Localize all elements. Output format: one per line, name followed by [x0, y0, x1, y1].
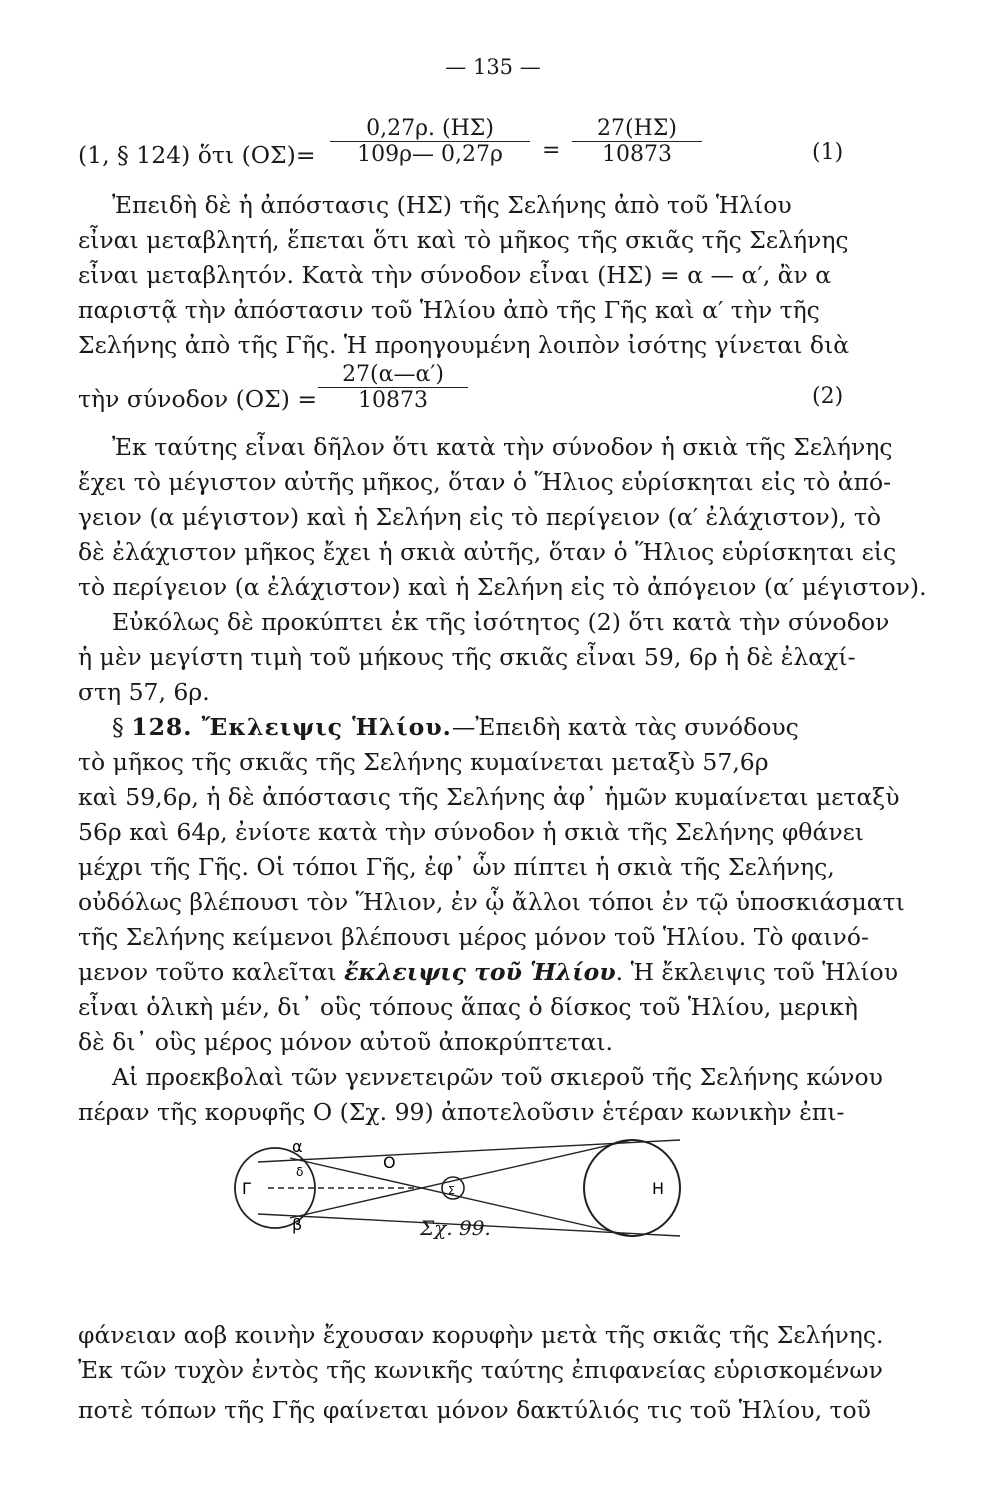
text-line: ἔχει τὸ μέγιστον αὐτῆς μῆκος, ὅταν ὁ Ἥλιος εὑρίσκηται εἰς τὸ ἀπό- — [78, 468, 892, 496]
label-alpha: α — [292, 1137, 303, 1156]
text-line: τὸ περίγειον (α ἐλάχιστον) καὶ ἡ Σελήνη εἰς τὸ ἀπόγειον (α′ μέγιστον). — [78, 573, 927, 601]
text-line: Ἐκ ταύτης εἶναι δῆλον ὅτι κατὰ τὴν σύνοδον ἡ σκιὰ τῆς Σελήνης — [112, 433, 893, 461]
eclipse-term: ἔκλειψις τοῦ Ἡλίου — [344, 958, 616, 986]
text-line: Εὐκόλως δὲ προκύπτει ἐκ τῆς ἰσότητος (2) ὅτι κατὰ τὴν σύνοδον — [112, 608, 890, 636]
label-h: Η — [652, 1179, 665, 1198]
equation-2-denominator: 10873 — [358, 388, 428, 413]
text-line: πέραν τῆς κορυφῆς Ο (Σχ. 99) ἀποτελοῦσιν ἑτέραν κωνικὴν ἐπι- — [78, 1098, 845, 1126]
label-o: Ο — [383, 1153, 396, 1172]
text-line: δὲ δι᾽ οὓς μέρος μόνον αὐτοῦ ἀποκρύπτεται. — [78, 1028, 614, 1056]
section-title: Ἔκλειψις Ἡλίου. — [192, 713, 452, 741]
text-line: 56ρ καὶ 64ρ, ἐνίοτε κατὰ τὴν σύνοδον ἡ σκιὰ τῆς Σελήνης φθάνει — [78, 818, 864, 846]
label-delta: δ — [296, 1165, 304, 1179]
equation-1-label: (1) — [812, 140, 844, 165]
section-marker: § — [112, 713, 132, 741]
label-gamma: Γ — [242, 1179, 251, 1198]
text-line: οὐδόλως βλέπουσι τὸν Ἥλιον, ἐν ᾧ ἄλλοι τόποι ἐν τῷ ὑποσκιάσματι — [78, 888, 905, 916]
text-line: εἶναι μεταβλητόν. Κατὰ τὴν σύνοδον εἶναι (ΗΣ) = α — α′, ἂν α — [78, 261, 832, 289]
equation-2-prefix: τὴν σύνοδον (ΟΣ) = — [78, 385, 318, 413]
text-line: τῆς Σελήνης κείμενοι βλέπουσι μέρος μόνον τοῦ Ἡλίου. Τὸ φαινό- — [78, 923, 869, 951]
text-line: δὲ ἐλάχιστον μῆκος ἔχει ἡ σκιὰ αὐτῆς, ὅταν ὁ Ἥλιος εὑρίσκηται εἰς — [78, 538, 897, 566]
section-intro: —Ἐπειδὴ κατὰ τὰς συνόδους — [451, 713, 799, 741]
text-line: τὸ μῆκος τῆς σκιᾶς τῆς Σελήνης κυμαίνεται μεταξὺ 57,6ρ — [78, 748, 769, 776]
text-line: παριστᾷ τὴν ἀπόστασιν τοῦ Ἡλίου ἀπὸ τῆς Γῆς καὶ α′ τὴν τῆς — [78, 296, 820, 324]
section-heading — [112, 712, 862, 742]
equation-1-fraction-1-numerator: 0,27ρ. (ΗΣ) — [330, 116, 530, 142]
text-line: Ἐκ τῶν τυχὸν ἐντὸς τῆς κωνικῆς ταύτης ἐπιφανείας εὑρισκομένων — [78, 1356, 883, 1384]
text-line: φάνειαν αοβ κοινὴν ἔχουσαν κορυφὴν μετὰ τῆς σκιᾶς τῆς Σελήνης. — [78, 1321, 884, 1349]
label-sigma: Σ — [448, 1184, 455, 1197]
equation-1-fraction-1-denominator: 109ρ— 0,27ρ — [357, 142, 503, 167]
equation-1-equals: = — [542, 138, 561, 163]
text-line — [78, 957, 898, 987]
section-number: 128. — [131, 713, 193, 741]
text-line: στη 57, 6ρ. — [78, 678, 210, 706]
sun-circle — [584, 1140, 680, 1236]
equation-1-fraction-2-denominator: 10873 — [602, 142, 672, 167]
text-line: Αἱ προεκβολαὶ τῶν γεννετειρῶν τοῦ σκιεροῦ τῆς Σελήνης κώνου — [112, 1063, 883, 1091]
text-line: γειον (α μέγιστον) καὶ ἡ Σελήνη εἰς τὸ περίγειον (α′ ἐλάχιστον), τὸ — [78, 503, 882, 531]
text-line: καὶ 59,6ρ, ἡ δὲ ἀπόστασις τῆς Σελήνης ἀφ᾽ ἡμῶν κυμαίνεται μεταξὺ — [78, 783, 900, 811]
equation-1-fraction-1 — [330, 116, 530, 167]
page-number: — 135 — — [445, 55, 541, 79]
text-line: Ἐπειδὴ δὲ ἡ ἀπόστασις (ΗΣ) τῆς Σελήνης ἀπὸ τοῦ Ἡλίου — [112, 191, 792, 219]
equation-2-numerator: 27(α—α′) — [318, 362, 468, 388]
equation-2-label: (2) — [812, 384, 844, 409]
equation-1-prefix: (1, § 124) ὅτι (ΟΣ)= — [78, 141, 316, 169]
equation-1-fraction-2 — [572, 116, 702, 167]
eclipse-line-start: μενον τοῦτο καλεῖται — [78, 958, 345, 986]
text-line: εἶναι ὁλικὴ μέν, δι᾽ οὓς τόπους ἅπας ὁ δίσκος τοῦ Ἡλίου, μερικὴ — [78, 993, 858, 1021]
text-line: ποτὲ τόπων τῆς Γῆς φαίνεται μόνον δακτύλιός τις τοῦ Ἡλίου, τοῦ — [78, 1396, 871, 1424]
text-line: εἶναι μεταβλητή, ἕπεται ὅτι καὶ τὸ μῆκος τῆς σκιᾶς τῆς Σελήνης — [78, 226, 849, 254]
equation-2-fraction — [318, 362, 468, 413]
label-beta: β — [292, 1215, 303, 1234]
equation-1-fraction-2-numerator: 27(ΗΣ) — [572, 116, 702, 142]
text-line: μέχρι τῆς Γῆς. Οἱ τόποι Γῆς, ἐφ᾽ ὧν πίπτει ἡ σκιὰ τῆς Σελήνης, — [78, 853, 835, 881]
figure-caption: Σχ. 99. — [420, 1216, 491, 1240]
eclipse-line-end: . Ἡ ἔκλειψις τοῦ Ἡλίου — [615, 958, 898, 986]
text-line: ἡ μὲν μεγίστη τιμὴ τοῦ μήκους τῆς σκιᾶς εἶναι 59, 6ρ ἡ δὲ ἐλαχί- — [78, 643, 856, 671]
text-line: Σελήνης ἀπὸ τῆς Γῆς. Ἡ προηγουμένη λοιπὸν ἰσότης γίνεται διὰ — [78, 331, 850, 359]
